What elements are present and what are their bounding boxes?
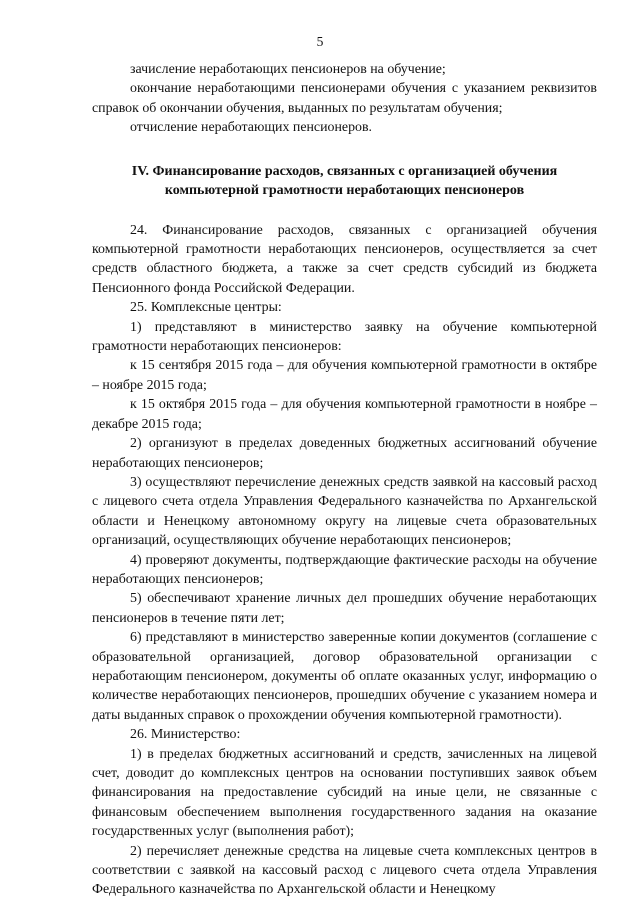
paragraph: окончание неработающими пенсионерами обучения с указанием реквизитов справок об окончании обучения, выданных по результатам обучения; <box>92 81 597 116</box>
document-body <box>92 60 597 900</box>
paragraph: 6) представляют в министерство заверенные копии документов (соглашение с образовательной организацией, договор образовательной организации с неработающим пенсионером, документы об оплате оказанных услуг, информацию о количестве неработающих пенсионеров, прошедших обучение с указанием номера и даты выданных справок о прохождении обучения компьютерной грамотности). <box>92 630 597 723</box>
paragraph: 2) перечисляет денежные средства на лицевые счета комплексных центров в соответствии с заявкой на кассовый расход с лицевого счета отдела Управления Федерального казначейства по Архангельской области и Ненецкому <box>92 843 597 898</box>
paragraph: 24. Финансирование расходов, связанных с организацией обучения компьютерной грамотности неработающих пенсионеров, осуществляется за счет средств областного бюджета, а также за счет средств субсидий из бюджета Пенсионного фонда Российской Федерации. <box>92 222 597 296</box>
paragraph: 2) организуют в пределах доведенных бюджетных ассигнований обучение неработающих пенсионеров; <box>92 436 597 471</box>
paragraph: отчисление неработающих пенсионеров. <box>130 120 372 136</box>
section-heading: IV. Финансирование расходов, связанных с организацией обучения компьютерной грамотности неработающих пенсионеров <box>131 163 558 198</box>
paragraph: 4) проверяют документы, подтверждающие фактические расходы на обучение неработающих пенсионеров; <box>92 552 597 587</box>
paragraph: к 15 сентября 2015 года – для обучения компьютерной грамотности в октябре – ноябре 2015 года; <box>92 358 597 393</box>
paragraph: к 15 октября 2015 года – для обучения компьютерной грамотности в ноябре – декабре 2015 года; <box>92 397 597 432</box>
paragraph: 1) представляют в министерство заявку на обучение компьютерной грамотности неработающих пенсионеров: <box>92 319 597 355</box>
paragraph: 5) обеспечивают хранение личных дел прошедших обучение неработающих пенсионеров в течение пяти лет; <box>92 591 597 626</box>
paragraph: 1) в пределах бюджетных ассигнований и средств, зачисленных на лицевой счет, доводит до комплексных центров на основании поступивших заявок объем финансирования на предоставление субсидий на иные цели, не связанные с финансовым обеспечением выполнения государственного задания на оказание государственных услуг (выполнения работ); <box>92 746 597 840</box>
paragraph: 25. Комплексные центры: <box>130 300 282 316</box>
paragraph: 3) осуществляют перечисление денежных средств заявкой на кассовый расход с лицевого счета отдела Управления Федерального казначейства по Архангельской области и Ненецкому автономному округу на лицевые счета образовательных организаций, осуществляющих обучение неработающих пенсионеров; <box>92 474 597 549</box>
paragraph: 26. Министерство: <box>130 727 241 743</box>
paragraph: зачисление неработающих пенсионеров на обучение; <box>130 62 446 77</box>
page-number: 5 <box>316 34 324 49</box>
